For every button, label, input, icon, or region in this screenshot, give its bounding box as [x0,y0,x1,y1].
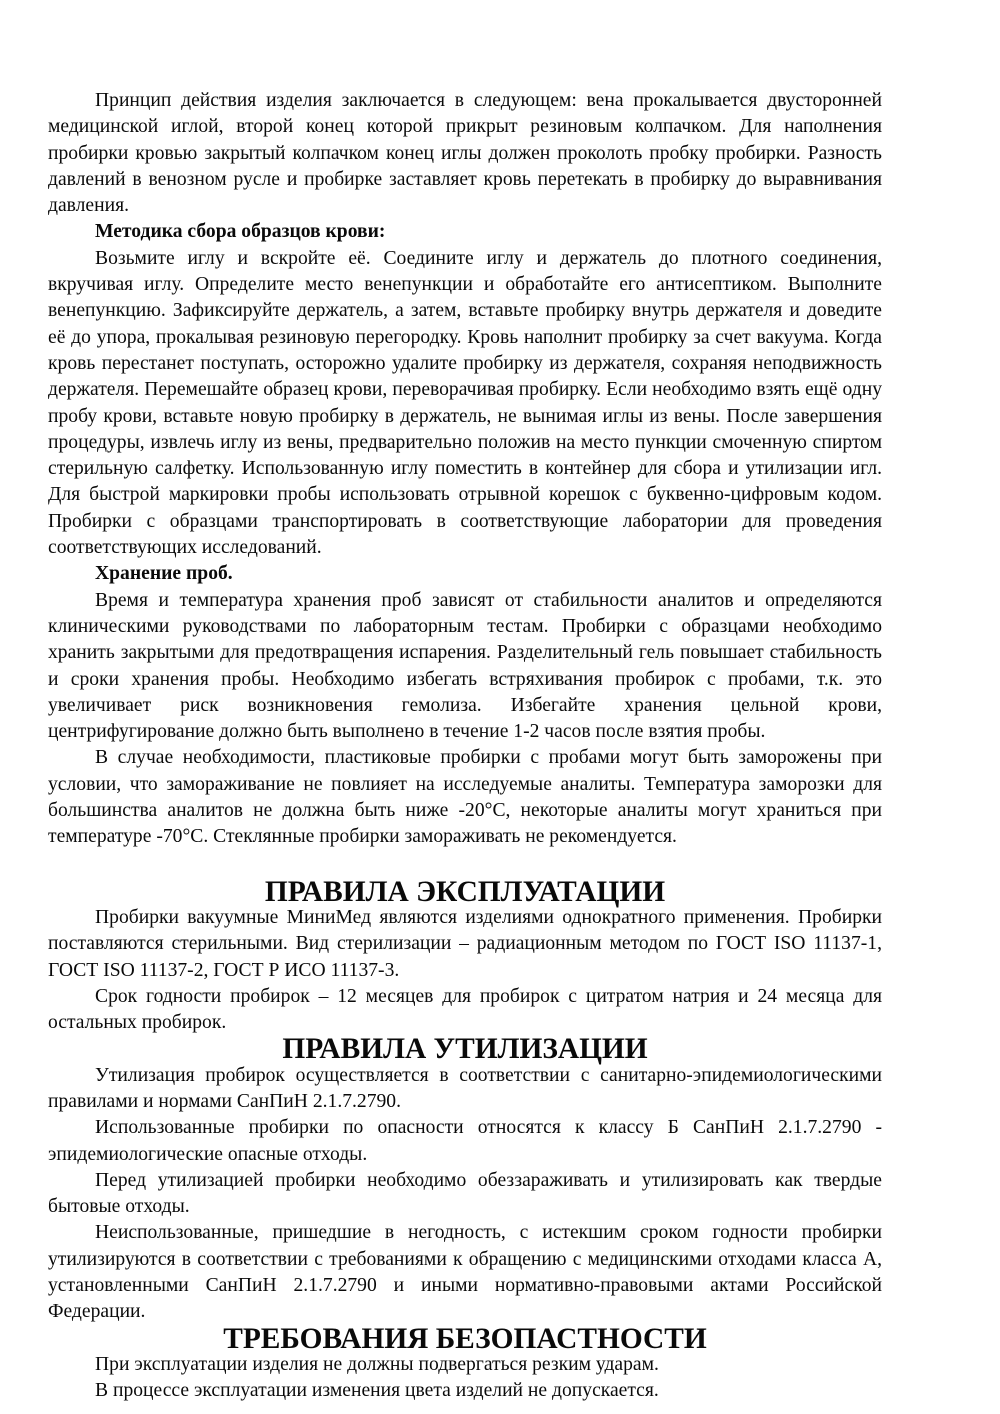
paragraph-sterilization: Пробирки вакуумные МиниМед являются изделиями однократного применения. Пробирки поставляются стерильными. Вид стерилизации – радиационным методом по ГОСТ ISO 11137-1, ГОСТ ISO 11137-2, ГОСТ Р ИСО 11137-3. [48,906,882,981]
paragraph-no-color-change: В процессе эксплуатации изменения цвета изделий не допускается. [95,1380,659,1402]
paragraph-shelf-life: Срок годности пробирок – 12 месяцев для пробирок с цитратом натрия и 24 месяца для остальных пробирок. [48,985,882,1034]
paragraph-collection-procedure: Возьмите иглу и вскройте её. Соедините иглу и держатель до плотного соединения, вкручивая иглу. Определите место венепункции и обработайте его антисептиком. Выполните венепункцию. Зафиксируйте держатель, а затем, вставьте пробирку внутрь держателя и доведите её до упора, прокалывая резиновую перегородку. Кровь наполнит пробирку за счет вакуума. Когда кровь перестанет поступать, осторожно удалите пробирку из держателя, сохраняя неподвижность держателя. Перемешайте образец крови, переворачивая пробирку. Если необходимо взять ещё одну пробу крови, вставьте новую пробирку в держатель, не вынимая иглы из вены. После завершения процедуры, извлечь иглу из вены, предварительно положив на место пункции смоченную спиртом стерильную салфетку. Использованную иглу поместить в контейнер для сбора и утилизации игл. Для быстрой маркировки пробы использовать отрывной корешок с буквенно-цифровым кодом. Пробирки с образцами транспортировать в соответствующие лаборатории для проведения соответствующих исследований. [48,247,882,559]
paragraph-unused-tubes-disposal: Неиспользованные, пришедшие в негодность, с истекшим сроком годности пробирки утилизируются в соответствии с требованиями к обращению с медицинскими отходами класса А, установленными СанПиН 2.1.7.2790 и иными нормативно-правовыми актами Российской Федерации. [48,1222,882,1323]
paragraph-freezing-conditions: В случае необходимости, пластиковые пробирки с пробами могут быть заморожены при условии, что замораживание не повлияет на исследуемые аналиты. Температура заморозки для большинства аналитов не должна быть ниже -20°С, некоторые аналиты могут храниться при температуре -70°С. Стеклянные пробирки замораживать не рекомендуется. [48,747,882,848]
paragraph-disinfection: Перед утилизацией пробирки необходимо обеззараживать и утилизировать как твердые бытовые отходы. [48,1169,882,1218]
subheading-blood-collection-method: Методика сбора образцов крови: [95,221,386,243]
section-heading-safety-requirements: ТРЕБОВАНИЯ БЕЗОПАСТНОСТИ [223,1322,707,1355]
subheading-sample-storage: Хранение проб. [95,563,233,585]
paragraph-disposal-sanpin: Утилизация пробирок осуществляется в соответствии с санитарно-эпидемиологическими правилами и нормами СанПиН 2.1.7.2790. [48,1064,882,1112]
section-heading-disposal-rules: ПРАВИЛА УТИЛИЗАЦИИ [282,1033,648,1066]
section-heading-operation-rules: ПРАВИЛА ЭКСПЛУАТАЦИИ [264,875,666,908]
paragraph-no-sharp-impacts: При эксплуатации изделия не должны подвергаться резким ударам. [95,1353,659,1375]
paragraph-storage-conditions: Время и температура хранения проб зависят от стабильности аналитов и определяются клиническими руководствами по лабораторным тестам. Пробирки с образцами необходимо хранить закрытыми для предотвращения испарения. Разделительный гель повышает стабильность и сроки хранения пробы. Необходимо избегать встряхивания пробирок с пробами, т.к. это увеличивает риск возникновения гемолиза. Избегайте хранения цельной крови, центрифугирование должно быть выполнено в течение 1-2 часов после взятия пробы. [48,589,882,743]
paragraph-operating-principle: Принцип действия изделия заключается в следующем: вена прокалывается двусторонней медицинской иглой, второй конец которой прикрыт резиновым колпачком. Для наполнения пробирки кровью закрытый колпачком конец иглы должен проколоть пробку пробирки. Разность давлений в венозном русле и пробирке заставляет кровь перетекать в пробирку до выравнивания давления. [48,90,882,217]
paragraph-used-tubes-class: Использованные пробирки по опасности относятся к классу Б СанПиН 2.1.7.2790 - эпидемиологические опасные отходы. [48,1117,882,1165]
